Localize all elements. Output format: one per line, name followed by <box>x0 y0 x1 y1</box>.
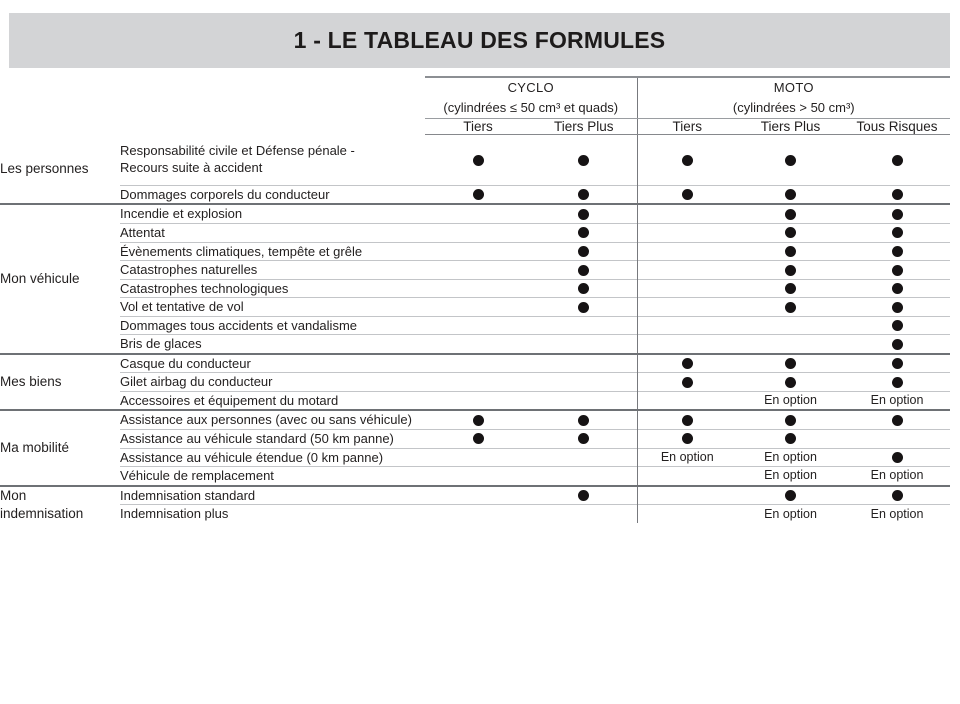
coverage-label: Vol et tentative de vol <box>120 298 425 317</box>
coverage-empty-cell <box>425 354 531 373</box>
coverage-empty-cell <box>531 373 637 392</box>
coverage-included-dot <box>844 316 950 335</box>
coverage-empty-cell <box>531 505 637 523</box>
bullet-icon <box>892 377 903 388</box>
coverage-empty-cell <box>637 467 737 486</box>
header-spacer-category <box>0 77 120 119</box>
bullet-icon <box>578 265 589 276</box>
coverage-included-dot <box>531 486 637 505</box>
coverage-included-dot <box>844 410 950 429</box>
bullet-icon <box>682 358 693 369</box>
coverage-included-dot <box>737 354 844 373</box>
coverage-included-dot <box>531 242 637 261</box>
coverage-included-dot <box>637 373 737 392</box>
coverage-empty-cell <box>425 279 531 298</box>
bullet-icon <box>785 246 796 257</box>
bullet-icon <box>892 490 903 501</box>
bullet-icon <box>892 283 903 294</box>
coverage-optional-label: En option <box>637 448 737 467</box>
coverage-included-dot <box>425 135 531 186</box>
column-header-moto-tiers-plus: Tiers Plus <box>737 119 844 135</box>
coverage-empty-cell <box>637 204 737 223</box>
coverage-label: Évènements climatiques, tempête et grêle <box>120 242 425 261</box>
coverage-label: Casque du conducteur <box>120 354 425 373</box>
coverage-empty-cell <box>637 279 737 298</box>
bullet-icon <box>892 452 903 463</box>
table-row <box>0 316 950 335</box>
coverage-optional-label: En option <box>737 391 844 410</box>
coverage-included-dot <box>737 204 844 223</box>
coverage-label: Indemnisation plus <box>120 505 425 523</box>
coverage-included-dot <box>844 373 950 392</box>
coverage-label: Catastrophes technologiques <box>120 279 425 298</box>
coverage-empty-cell <box>531 335 637 354</box>
coverage-empty-cell <box>637 261 737 280</box>
coverage-empty-cell <box>425 335 531 354</box>
coverage-included-dot <box>425 429 531 448</box>
bullet-icon <box>892 209 903 220</box>
coverage-included-dot <box>531 429 637 448</box>
coverage-empty-cell <box>637 242 737 261</box>
subheader-spacer-label <box>120 119 425 135</box>
bullet-icon <box>892 189 903 200</box>
coverage-included-dot <box>737 223 844 242</box>
table-row <box>0 505 950 523</box>
bullet-icon <box>578 246 589 257</box>
table-row <box>0 298 950 317</box>
bullet-icon <box>785 189 796 200</box>
bullet-icon <box>785 209 796 220</box>
bullet-icon <box>785 358 796 369</box>
coverage-included-dot <box>531 135 637 186</box>
page-title: 1 - LE TABLEAU DES FORMULES <box>293 27 666 53</box>
coverage-included-dot <box>844 223 950 242</box>
coverage-included-dot <box>737 261 844 280</box>
coverage-empty-cell <box>637 486 737 505</box>
column-header-cyclo-tiers: Tiers <box>425 119 531 135</box>
coverage-empty-cell <box>425 223 531 242</box>
coverage-included-dot <box>737 135 844 186</box>
bullet-icon <box>892 320 903 331</box>
bullet-icon <box>892 155 903 166</box>
coverage-optional-label: En option <box>737 467 844 486</box>
category-label: Les personnes <box>0 160 89 176</box>
bullet-icon <box>578 189 589 200</box>
bullet-icon <box>892 227 903 238</box>
table-row <box>0 410 950 429</box>
coverage-empty-cell <box>425 298 531 317</box>
coverage-included-dot <box>844 335 950 354</box>
coverage-label: Assistance au véhicule étendue (0 km panne) <box>120 448 425 467</box>
coverage-included-dot <box>637 185 737 204</box>
coverage-label: Véhicule de remplacement <box>120 467 425 486</box>
table-row <box>0 261 950 280</box>
coverage-optional-label: En option <box>737 505 844 523</box>
coverage-empty-cell <box>531 316 637 335</box>
coverage-label: Assistance au véhicule standard (50 km panne) <box>120 429 425 448</box>
coverage-included-dot <box>844 242 950 261</box>
table-body <box>0 135 950 523</box>
table-row <box>0 279 950 298</box>
coverage-included-dot <box>844 204 950 223</box>
coverage-included-dot <box>531 261 637 280</box>
coverage-included-dot <box>844 486 950 505</box>
bullet-icon <box>578 415 589 426</box>
table-row <box>0 135 950 186</box>
bullet-icon <box>892 246 903 257</box>
coverage-included-dot <box>844 185 950 204</box>
table-row <box>0 185 950 204</box>
table-row <box>0 242 950 261</box>
coverage-empty-cell <box>425 486 531 505</box>
table-row <box>0 391 950 410</box>
column-group-moto <box>637 77 950 119</box>
coverage-included-dot <box>531 410 637 429</box>
coverage-empty-cell <box>425 242 531 261</box>
coverage-included-dot <box>425 185 531 204</box>
coverage-included-dot <box>637 429 737 448</box>
coverage-empty-cell <box>637 391 737 410</box>
coverage-empty-cell <box>531 467 637 486</box>
bullet-icon <box>578 302 589 313</box>
page-title-banner <box>9 13 950 68</box>
column-group-cyclo-name: CYCLO <box>507 80 554 95</box>
coverage-included-dot <box>737 373 844 392</box>
bullet-icon <box>578 283 589 294</box>
bullet-icon <box>785 155 796 166</box>
header-spacer-label <box>120 77 425 119</box>
coverage-empty-cell <box>844 429 950 448</box>
bullet-icon <box>682 189 693 200</box>
table-row <box>0 486 950 505</box>
column-group-cyclo-subtitle: (cylindrées ≤ 50 cm³ et quads) <box>443 100 619 116</box>
table-header <box>0 77 950 135</box>
coverage-included-dot <box>844 448 950 467</box>
coverage-included-dot <box>531 204 637 223</box>
coverage-included-dot <box>737 429 844 448</box>
coverage-empty-cell <box>425 505 531 523</box>
bullet-icon <box>578 155 589 166</box>
coverage-included-dot <box>531 279 637 298</box>
bullet-icon <box>578 209 589 220</box>
coverage-label: Assistance aux personnes (avec ou sans véhicule) <box>120 410 425 429</box>
coverage-included-dot <box>737 410 844 429</box>
coverage-label: Attentat <box>120 223 425 242</box>
coverage-empty-cell <box>637 335 737 354</box>
bullet-icon <box>785 377 796 388</box>
bullet-icon <box>473 189 484 200</box>
coverage-optional-label: En option <box>844 391 950 410</box>
bullet-icon <box>892 415 903 426</box>
category-label: Ma mobilité <box>0 410 120 485</box>
bullet-icon <box>785 302 796 313</box>
coverage-included-dot <box>637 354 737 373</box>
coverage-included-dot <box>531 298 637 317</box>
bullet-icon <box>785 265 796 276</box>
bullet-icon <box>473 155 484 166</box>
coverage-empty-cell <box>531 391 637 410</box>
column-group-moto-subtitle: (cylindrées > 50 cm³) <box>732 100 855 116</box>
bullet-icon <box>892 265 903 276</box>
coverage-table <box>0 76 950 523</box>
coverage-empty-cell <box>425 391 531 410</box>
coverage-included-dot <box>844 279 950 298</box>
coverage-optional-label: En option <box>844 505 950 523</box>
header-subcolumn-row <box>0 119 950 135</box>
bullet-icon <box>892 339 903 350</box>
coverage-empty-cell <box>425 316 531 335</box>
formules-table-container <box>0 76 960 523</box>
column-group-moto-name: MOTO <box>773 80 814 95</box>
bullet-icon <box>473 433 484 444</box>
coverage-included-dot <box>637 410 737 429</box>
bullet-icon <box>473 415 484 426</box>
bullet-icon <box>682 377 693 388</box>
coverage-label: Responsabilité civile et Défense pénale - Recours suite à accident <box>120 142 355 176</box>
table-row <box>0 223 950 242</box>
table-row <box>0 354 950 373</box>
table-row <box>0 429 950 448</box>
column-header-cyclo-tiers-plus: Tiers Plus <box>531 119 637 135</box>
coverage-empty-cell <box>637 505 737 523</box>
coverage-empty-cell <box>425 373 531 392</box>
coverage-included-dot <box>737 279 844 298</box>
coverage-included-dot <box>531 223 637 242</box>
coverage-empty-cell <box>737 335 844 354</box>
coverage-label: Bris de glaces <box>120 335 425 354</box>
coverage-empty-cell <box>425 467 531 486</box>
bullet-icon <box>682 433 693 444</box>
coverage-label: Indemnisation standard <box>120 486 425 505</box>
column-group-cyclo <box>425 77 637 119</box>
coverage-label: Catastrophes naturelles <box>120 261 425 280</box>
coverage-included-dot <box>844 261 950 280</box>
coverage-empty-cell <box>425 261 531 280</box>
coverage-label: Accessoires et équipement du motard <box>120 391 425 410</box>
coverage-empty-cell <box>637 316 737 335</box>
category-label: Mon indemnisation <box>0 486 120 523</box>
table-row <box>0 335 950 354</box>
bullet-icon <box>578 490 589 501</box>
table-row <box>0 448 950 467</box>
coverage-empty-cell <box>737 316 844 335</box>
coverage-empty-cell <box>531 354 637 373</box>
coverage-included-dot <box>737 242 844 261</box>
coverage-empty-cell <box>531 448 637 467</box>
table-row <box>0 373 950 392</box>
category-label: Mes biens <box>0 354 120 411</box>
column-header-moto-tous-risques: Tous Risques <box>844 119 950 135</box>
table-row <box>0 467 950 486</box>
coverage-empty-cell <box>637 223 737 242</box>
coverage-optional-label: En option <box>844 467 950 486</box>
bullet-icon <box>785 433 796 444</box>
bullet-icon <box>785 490 796 501</box>
bullet-icon <box>785 227 796 238</box>
coverage-included-dot <box>737 486 844 505</box>
column-header-moto-tiers: Tiers <box>637 119 737 135</box>
bullet-icon <box>785 283 796 294</box>
coverage-empty-cell <box>637 298 737 317</box>
coverage-empty-cell <box>425 448 531 467</box>
coverage-included-dot <box>637 135 737 186</box>
coverage-included-dot <box>531 185 637 204</box>
coverage-included-dot <box>844 135 950 186</box>
coverage-label: Incendie et explosion <box>120 204 425 223</box>
coverage-included-dot <box>425 410 531 429</box>
bullet-icon <box>785 415 796 426</box>
coverage-included-dot <box>737 185 844 204</box>
bullet-icon <box>682 415 693 426</box>
coverage-optional-label: En option <box>737 448 844 467</box>
coverage-label: Dommages corporels du conducteur <box>120 185 425 204</box>
bullet-icon <box>682 155 693 166</box>
bullet-icon <box>578 433 589 444</box>
coverage-included-dot <box>737 298 844 317</box>
coverage-empty-cell <box>425 204 531 223</box>
subheader-spacer-category <box>0 119 120 135</box>
category-label: Mon véhicule <box>0 204 120 353</box>
coverage-label: Dommages tous accidents et vandalisme <box>120 316 425 335</box>
coverage-included-dot <box>844 298 950 317</box>
bullet-icon <box>892 358 903 369</box>
bullet-icon <box>892 302 903 313</box>
coverage-label: Gilet airbag du conducteur <box>120 373 425 392</box>
table-row <box>0 204 950 223</box>
bullet-icon <box>578 227 589 238</box>
header-group-row <box>0 77 950 119</box>
coverage-included-dot <box>844 354 950 373</box>
